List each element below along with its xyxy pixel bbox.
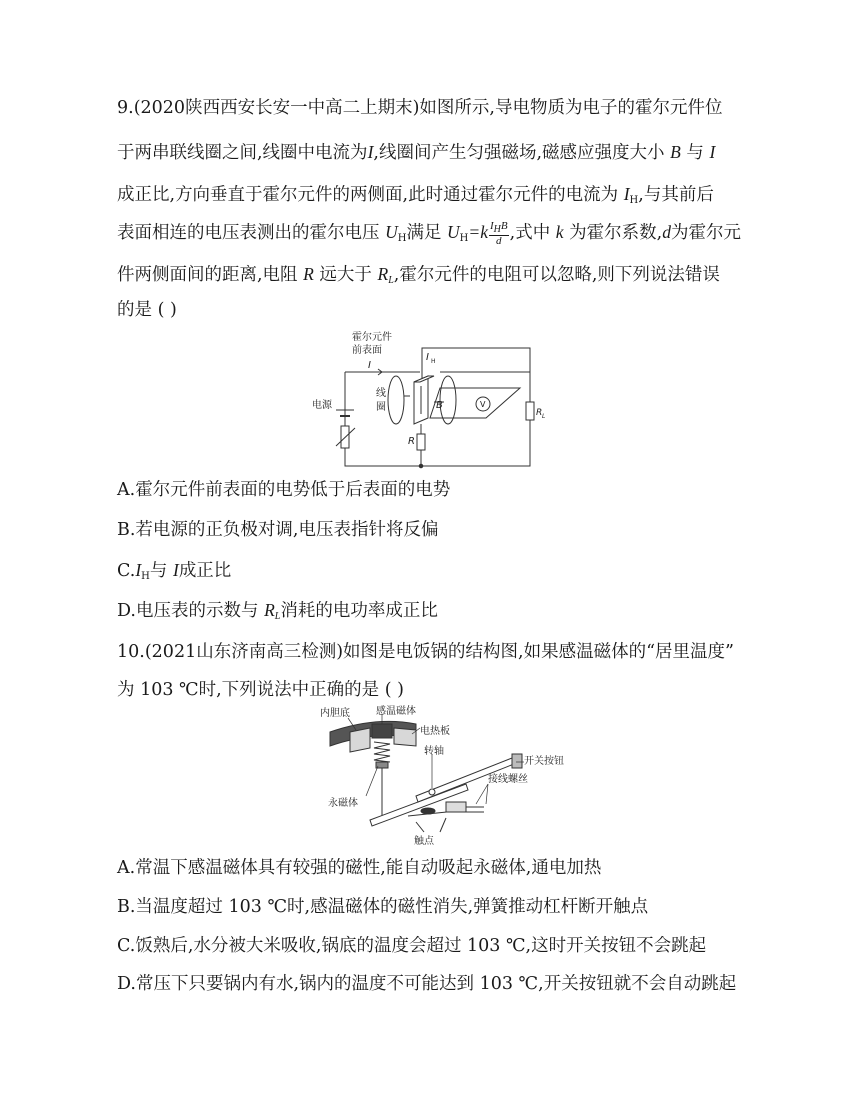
heating-plate-left <box>350 728 370 752</box>
q9-line-2 <box>117 140 715 165</box>
hall-fraction <box>489 221 509 247</box>
q9-answer-blank: 的是 ( ) <box>117 300 177 320</box>
q9-source: (2020陕西西安长安一中高二上期末) <box>133 98 420 118</box>
subscript-L: L <box>274 611 281 622</box>
fraction-den-d: d <box>496 234 502 247</box>
q9-text: 如图所示,导电物质为电子的霍尔元件位 <box>419 98 723 118</box>
q10-option-b-text: B.当温度超过 103 ℃时,感温磁体的磁性消失,弹簧推动杠杆断开触点 <box>117 897 649 917</box>
q9-option-a-text: A.霍尔元件前表面的电势低于后表面的电势 <box>117 480 451 500</box>
q9-text: ,线圈间产生匀强磁场,磁感应强度大小 <box>373 143 665 163</box>
leader-line <box>366 766 378 796</box>
symbol-IH: I <box>135 560 142 580</box>
q9-text: 为霍尔元 <box>670 223 741 243</box>
subscript-H: H <box>141 571 150 582</box>
q9-text: 于两串联线圈之间,线圈中电流为 <box>117 143 368 163</box>
q9-option-c-text: 成正比 <box>178 561 232 581</box>
resistor-RL <box>526 402 534 420</box>
symbol-I: I <box>367 142 374 162</box>
symbol-RL: R <box>264 600 275 620</box>
label-permanent-magnet: 永磁体 <box>328 798 358 809</box>
q9-text: 远大于 <box>319 265 372 285</box>
symbol-R: R <box>303 264 314 284</box>
contact-lead <box>416 822 424 832</box>
label-shaft: 转轴 <box>424 746 444 757</box>
field-plane <box>430 388 520 418</box>
label-front-surface: 前表面 <box>352 345 382 356</box>
q9-option-d <box>117 598 438 629</box>
q9-line-6 <box>117 298 177 322</box>
terminal-block <box>446 802 466 812</box>
q9-text: 为霍尔系数, <box>569 223 663 243</box>
q9-option-d-text: 消耗的电功率成正比 <box>280 601 438 621</box>
q10-number: 10. <box>117 642 145 662</box>
q9-text: ,式中 <box>509 223 551 243</box>
sensor-magnet <box>372 724 392 738</box>
label-hall-element: 霍尔元件 <box>352 332 392 343</box>
symbol-k: k <box>555 222 564 242</box>
contact-lead <box>440 818 446 832</box>
q10-line-1 <box>117 640 734 664</box>
label-coil-1: 线 <box>376 388 386 399</box>
subscript-L: L <box>388 275 394 286</box>
junction-dot <box>419 464 423 468</box>
subscript-H: H <box>629 195 639 206</box>
label-terminal-screw: 接线螺丝 <box>488 774 528 785</box>
fraction-num-I: I <box>489 219 494 232</box>
label-coil-2: 圈 <box>376 402 386 413</box>
q9-option-a <box>117 478 450 502</box>
q10-option-a <box>117 856 601 880</box>
q9-option-c <box>117 558 231 589</box>
symbol-d: d <box>662 222 671 242</box>
q9-option-c-text: 与 <box>149 561 168 581</box>
resistor-R <box>417 434 425 450</box>
q10-line-2 <box>117 678 404 702</box>
label-switch-button: 开关按钮 <box>524 756 564 767</box>
symbol-B: B <box>670 142 681 162</box>
q9-number: 9. <box>117 98 134 118</box>
subscript-H: H <box>459 233 469 244</box>
switch-button <box>512 754 522 768</box>
fraction-num-B: B <box>500 219 508 232</box>
symbol-U: U <box>385 222 398 242</box>
label-heating-plate: 电热板 <box>420 726 450 737</box>
label-contact: 触点 <box>414 836 434 847</box>
q9-text: ,与其前后 <box>638 185 714 205</box>
q10-option-d-text: D.常压下只要锅内有水,锅内的温度不可能达到 103 ℃,开关按钮就不会自动跳起 <box>117 974 737 994</box>
label-V: V <box>480 400 486 409</box>
symbol-U: U <box>447 222 460 242</box>
q10-option-a-text: A.常温下感温磁体具有较强的磁性,能自动吸起永磁体,通电加热 <box>117 858 602 878</box>
subscript-H: H <box>493 223 501 235</box>
q9-text: 表面相连的电压表测出的霍尔电压 <box>117 223 380 243</box>
symbol-I: I <box>709 142 716 162</box>
q9-text: 与 <box>686 143 704 163</box>
label-IH-sub: H <box>431 358 436 365</box>
q10-option-d <box>117 972 736 996</box>
label-R: R <box>408 436 415 447</box>
symbol-RL: R <box>377 264 389 284</box>
label-RL-sub: L <box>542 413 546 420</box>
q10-option-c-text: C.饭熟后,水分被大米吸收,锅底的温度会超过 103 ℃,这时开关按钮不会跳起 <box>117 936 707 956</box>
q10-option-c <box>117 934 706 958</box>
label-RL: R <box>536 408 543 418</box>
q9-option-d-text: D.电压表的示数与 <box>117 601 259 621</box>
label-B: B <box>436 400 443 411</box>
q9-text: 件两侧面间的距离,电阻 <box>117 265 298 285</box>
subscript-H: H <box>397 233 407 244</box>
label-I: I <box>368 360 371 371</box>
q9-text: 成正比,方向垂直于霍尔元件的两侧面,此时通过霍尔元件的电流为 <box>117 185 619 205</box>
q9-line-4 <box>117 220 741 251</box>
rice-cooker-figure <box>316 704 564 850</box>
symbol-I: I <box>172 560 179 580</box>
heating-plate-right <box>394 728 416 746</box>
coil-left <box>388 376 404 424</box>
q9-option-b <box>117 518 438 542</box>
q9-option-c-text: C. <box>117 561 136 581</box>
q9-line-5 <box>117 262 720 293</box>
label-power-source: 电源 <box>312 400 332 411</box>
q10-source: (2021山东济南高三检测) <box>144 642 344 662</box>
pivot-shaft <box>429 789 435 795</box>
q9-option-b-text: B.若电源的正负极对调,电压表指针将反偏 <box>117 520 439 540</box>
q9-line-3 <box>117 182 714 213</box>
q10-text: 如图是电饭锅的结构图,如果感温磁体的“居里温度” <box>343 642 735 662</box>
q9-line-1 <box>117 96 722 120</box>
hall-element-figure <box>300 326 560 474</box>
symbol-IH: I <box>623 184 630 204</box>
label-inner-pot: 内胆底 <box>320 708 350 719</box>
q9-text: 满足 <box>406 223 442 243</box>
q9-text: ,霍尔元件的电阻可以忽略,则下列说法错误 <box>393 265 720 285</box>
q10-text: 为 103 ℃时,下列说法中正确的是 ( ) <box>117 680 404 700</box>
label-sensor-magnet: 感温磁体 <box>376 706 416 717</box>
equation-lhs: =k <box>468 222 488 242</box>
spring <box>374 742 390 762</box>
contact-point <box>421 808 435 814</box>
label-IH: I <box>426 352 429 363</box>
q10-option-b <box>117 895 648 919</box>
